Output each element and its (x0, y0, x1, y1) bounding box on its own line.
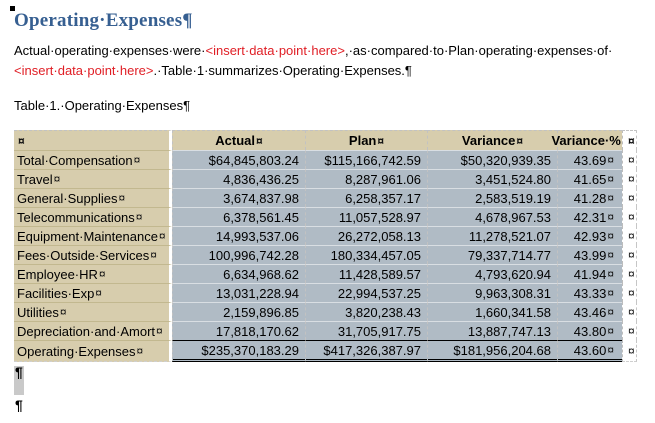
paragraph-mark-icon: ¶ (15, 364, 23, 380)
paragraph-mark-icon: ¶ (404, 63, 412, 78)
table-cell-actual[interactable] (172, 245, 305, 264)
table-cell-label[interactable] (14, 264, 172, 283)
placeholder-text: <insert·data·point·here> (14, 63, 154, 78)
table-cell-variance[interactable] (427, 226, 557, 245)
end-of-cell-marker-icon: ¤ (156, 324, 163, 338)
body-paragraph[interactable] (14, 41, 652, 81)
cell-text: Telecommunications (17, 209, 135, 225)
table-cell-variance-pct[interactable] (557, 150, 622, 169)
end-of-cell-marker-icon: ¤ (98, 267, 106, 281)
end-of-cell-marker-icon: ¤ (135, 210, 143, 224)
table-cell-variance-pct[interactable] (557, 169, 622, 188)
end-of-cell-marker-icon: ¤ (607, 324, 614, 338)
table-row (14, 226, 637, 245)
end-of-row-marker-icon: ¤ (628, 323, 635, 338)
cell-text: 4,678,967.53 (475, 209, 551, 225)
end-of-row-marker-icon: ¤ (628, 228, 635, 243)
end-of-cell-marker-icon: ¤ (607, 305, 614, 319)
cell-text: 100,996,742.28 (208, 247, 299, 263)
table-cell-variance-pct[interactable] (557, 245, 622, 264)
end-of-row-marker-icon: ¤ (628, 171, 635, 186)
table-row (14, 245, 637, 264)
paragraph-mark-icon: ¶ (15, 397, 23, 413)
empty-paragraph[interactable] (15, 397, 23, 413)
cell-text: 11,278,521.07 (468, 228, 551, 244)
table-row (14, 302, 637, 321)
table-cell-variance-pct[interactable] (557, 207, 622, 226)
table-cell-plan[interactable] (305, 169, 427, 188)
table-cell-label[interactable] (14, 321, 172, 340)
table-cell-variance[interactable] (427, 283, 557, 302)
end-of-cell-marker-icon: ¤ (607, 191, 614, 205)
table-row (14, 169, 637, 188)
end-of-cell-marker-icon: ¤ (133, 153, 141, 167)
table-header-row (14, 130, 637, 150)
cell-text: $417,326,387.97 (323, 342, 421, 358)
end-of-row-marker-icon: ¤ (628, 247, 635, 262)
end-of-row-marker-icon: ¤ (628, 285, 635, 300)
end-of-row-marker-icon: ¤ (628, 343, 635, 358)
end-of-row-marker-icon: ¤ (628, 266, 635, 281)
header-label: Actual (215, 133, 256, 148)
table-row (14, 207, 637, 226)
end-of-cell-marker-icon: ¤ (95, 286, 102, 300)
table-row (14, 264, 637, 283)
empty-paragraph[interactable] (15, 364, 23, 380)
end-of-cell-marker-icon: ¤ (607, 343, 614, 357)
body-text: Actual·operating·expenses·were· (14, 43, 206, 58)
end-of-cell-marker-icon: ¤ (607, 172, 614, 186)
table-cell-variance-pct[interactable] (557, 264, 622, 283)
cell-text: $115,166,742.59 (324, 152, 421, 168)
end-of-cell-marker-icon: ¤ (256, 133, 263, 148)
row-end-marker (622, 302, 637, 321)
cell-text: 17,818,170.62 (215, 323, 299, 339)
table-cell-variance-pct[interactable] (557, 226, 622, 245)
cell-text: 13,031,228.94 (215, 285, 299, 301)
table-cell-actual[interactable] (172, 188, 305, 207)
end-of-cell-marker-icon: ¤ (377, 133, 385, 148)
cell-text: $50,320,939.35 (460, 152, 551, 168)
end-of-cell-marker-icon: ¤ (18, 133, 25, 148)
table-cell-variance[interactable] (427, 302, 557, 321)
table-cell-plan[interactable] (305, 340, 427, 362)
table-cell-variance[interactable] (427, 169, 557, 188)
table-caption-text: Table·1.·Operating·Expenses (14, 98, 184, 113)
cell-text: 43.46 (573, 304, 607, 320)
end-of-cell-marker-icon: ¤ (150, 248, 157, 262)
cell-text: Total·Compensation (17, 152, 133, 168)
cell-text: 11,428,589.57 (338, 266, 421, 282)
header-cell-variance-pct[interactable] (551, 130, 622, 150)
cell-text: 42.93 (573, 228, 607, 244)
row-end-marker (622, 264, 637, 283)
table-cell-label[interactable] (14, 188, 172, 207)
end-of-cell-marker-icon: ¤ (59, 305, 67, 319)
table-cell-actual[interactable] (172, 226, 305, 245)
cell-text: 6,258,357.17 (345, 190, 421, 206)
header-label: Plan (348, 133, 377, 148)
row-end-marker (622, 321, 637, 340)
table-cell-label[interactable] (14, 302, 172, 321)
table-cell-plan[interactable] (305, 207, 427, 226)
cell-text: 43.33 (573, 285, 607, 301)
row-end-marker (622, 340, 637, 362)
end-of-cell-marker-icon: ¤ (516, 133, 524, 148)
end-of-cell-marker-icon: ¤ (607, 153, 614, 167)
page-title-text: Operating·Expenses (14, 10, 183, 31)
table-cell-variance-pct[interactable] (557, 283, 622, 302)
table-cell-variance[interactable] (427, 207, 557, 226)
cell-text: 79,337,714.77 (467, 247, 551, 263)
end-of-row-marker-icon: ¤ (628, 133, 635, 148)
body-text: .·Table·1·summarizes·Operating·Expenses. (153, 63, 405, 78)
table-row (14, 321, 637, 340)
row-end-marker (622, 245, 637, 264)
table-cell-actual[interactable] (172, 302, 305, 321)
table-cell-label[interactable] (14, 245, 172, 264)
cell-text: 41.65 (573, 171, 607, 187)
cell-text: Facilities·Exp (17, 285, 95, 301)
cell-text: 43.69 (573, 152, 607, 168)
table-cell-label[interactable] (14, 226, 172, 245)
table-cell-plan[interactable] (305, 150, 427, 169)
table-cell-plan[interactable] (305, 321, 427, 340)
row-end-marker (622, 150, 637, 169)
table-cell-variance[interactable] (427, 245, 557, 264)
table-body (14, 150, 637, 362)
cell-text: 3,674,837.98 (223, 190, 299, 206)
cell-text: 3,820,238.43 (345, 304, 421, 320)
table-cell-variance-pct[interactable] (557, 188, 622, 207)
end-of-cell-marker-icon: ¤ (158, 229, 166, 243)
table-cell-actual[interactable] (172, 264, 305, 283)
end-of-row-marker-icon: ¤ (628, 304, 635, 319)
table-cell-variance[interactable] (427, 321, 557, 340)
cell-text: 4,836,436.25 (223, 171, 299, 187)
row-end-marker (622, 207, 637, 226)
cell-text: 31,705,917.75 (337, 323, 421, 339)
header-cell-blank[interactable] (14, 130, 172, 150)
cell-text: 9,963,308.31 (475, 285, 551, 301)
table-cell-actual[interactable] (172, 340, 305, 362)
table-cell-plan[interactable] (305, 226, 427, 245)
table-cell-variance[interactable] (427, 264, 557, 283)
end-of-cell-marker-icon: ¤ (53, 172, 61, 186)
cell-text: $64,845,803.24 (208, 152, 299, 168)
table-cell-label[interactable] (14, 169, 172, 188)
cell-text: 180,334,457.05 (330, 247, 421, 263)
body-text: ,·as·compared·to·Plan·operating·expenses·of· (344, 43, 613, 58)
end-of-cell-marker-icon: ¤ (607, 210, 614, 224)
table-cell-actual[interactable] (172, 283, 305, 302)
table-cell-actual[interactable] (172, 207, 305, 226)
table-row (14, 188, 637, 207)
table-cell-plan[interactable] (305, 188, 427, 207)
end-of-row-marker-icon: ¤ (628, 152, 635, 167)
cell-text: Fees·Outside·Services (17, 247, 150, 263)
cell-text: Travel (17, 171, 53, 187)
cell-text: $181,956,204.68 (453, 342, 551, 358)
table-cell-variance-pct[interactable] (557, 321, 622, 340)
cell-text: 14,993,537.06 (215, 228, 299, 244)
table-cell-actual[interactable] (172, 150, 305, 169)
cell-text: 22,994,537.25 (337, 285, 421, 301)
table-cell-plan[interactable] (305, 302, 427, 321)
cell-text: 43.60 (573, 342, 607, 358)
table-caption[interactable] (14, 98, 190, 113)
paragraph-mark-icon: ¶ (182, 10, 193, 31)
table-row (14, 340, 637, 362)
table-cell-actual[interactable] (172, 169, 305, 188)
cell-text: 2,583,519.19 (475, 190, 551, 206)
end-of-cell-marker-icon: ¤ (607, 248, 614, 262)
cell-text: Depreciation·and·Amort (17, 323, 156, 339)
end-of-cell-marker-icon: ¤ (118, 191, 126, 205)
cell-text: 13,887,747.13 (467, 323, 551, 339)
row-end-marker (622, 226, 637, 245)
cell-text: 2,159,896.85 (223, 304, 299, 320)
table-cell-variance[interactable] (427, 340, 557, 362)
cell-text: $235,370,183.29 (201, 342, 299, 358)
end-of-row-marker-icon: ¤ (628, 209, 635, 224)
row-end-marker (622, 188, 637, 207)
header-cell-plan[interactable] (305, 130, 427, 150)
header-label: Variance (461, 133, 516, 148)
cell-text: 3,451,524.80 (475, 171, 551, 187)
table-cell-variance-pct[interactable] (557, 340, 622, 362)
cell-text: 43.80 (573, 323, 607, 339)
cell-text: 6,378,561.45 (223, 209, 299, 225)
table-cell-plan[interactable] (305, 245, 427, 264)
placeholder-text: <insert·data·point·here> (205, 43, 345, 58)
table-row (14, 150, 637, 169)
end-of-cell-marker-icon: ¤ (607, 229, 614, 243)
cell-text: 4,793,620.94 (475, 266, 551, 282)
table-cell-variance-pct[interactable] (557, 302, 622, 321)
table-cell-label[interactable] (14, 207, 172, 226)
end-of-cell-marker-icon: ¤ (136, 344, 144, 358)
row-end-marker (622, 169, 637, 188)
page-title[interactable] (14, 10, 193, 32)
cell-text: 41.94 (573, 266, 607, 282)
table-row (14, 283, 637, 302)
cell-text: 11,057,528.97 (338, 209, 421, 225)
cell-text: Employee·HR (17, 266, 98, 282)
operating-expenses-table (14, 130, 637, 362)
paragraph-mark-icon: ¶ (183, 98, 191, 113)
cell-text: 1,660,341.58 (475, 304, 551, 320)
header-label: Variance·% (551, 133, 621, 148)
cell-text: 26,272,058.13 (337, 228, 421, 244)
table-cell-variance[interactable] (427, 188, 557, 207)
cell-text: 43.99 (573, 247, 607, 263)
cell-text: 8,287,961.06 (345, 171, 421, 187)
cell-text: Operating·Expenses (17, 343, 136, 359)
end-of-row-marker-icon: ¤ (628, 190, 635, 205)
cell-text: Utilities (17, 304, 59, 320)
row-end-marker (622, 283, 637, 302)
table-cell-label[interactable] (14, 283, 172, 302)
header-cell-variance[interactable] (427, 130, 557, 150)
end-of-cell-marker-icon: ¤ (607, 267, 614, 281)
table-cell-variance[interactable] (427, 150, 557, 169)
table-cell-label[interactable] (14, 340, 172, 362)
table-cell-plan[interactable] (305, 264, 427, 283)
end-of-cell-marker-icon: ¤ (607, 286, 614, 300)
cell-text: 6,634,968.62 (223, 266, 299, 282)
cell-text: 42.31 (573, 209, 607, 225)
header-cell-actual[interactable] (172, 130, 305, 150)
table-cell-plan[interactable] (305, 283, 427, 302)
row-end-marker (622, 130, 637, 150)
cell-text: Equipment·Maintenance (17, 228, 158, 244)
cell-text: 41.28 (573, 190, 607, 206)
table-cell-label[interactable] (14, 150, 172, 169)
table-cell-actual[interactable] (172, 321, 305, 340)
cell-text: General·Supplies (17, 190, 118, 206)
